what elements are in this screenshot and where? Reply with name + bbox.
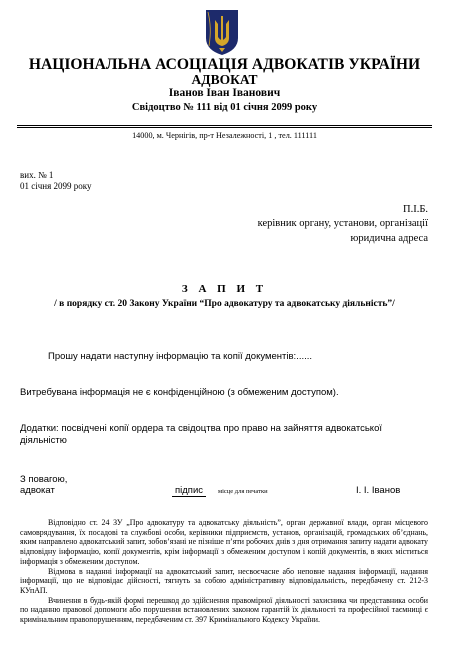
request-title: З А П И Т — [181, 283, 268, 295]
header-divider-top — [17, 125, 432, 126]
request-body: Прошу надати наступну інформацію та копії документів:...... — [48, 351, 313, 362]
appendix-line-2: діяльністю — [20, 435, 67, 446]
address-line: 14000, м. Чернігів, пр-т Незалежності, 1 , тел. 111111 — [132, 131, 317, 140]
outgoing-number: вих. № 1 — [20, 170, 54, 180]
confidentiality-note: Витребувана інформація не є конфіденційною (з обмеженим доступом). — [20, 387, 339, 398]
outgoing-date: 01 січня 2099 року — [20, 181, 92, 191]
recipient-address: юридична адреса — [350, 233, 428, 244]
signature-line: підпис — [172, 485, 206, 497]
signature-name: І. І. Іванов — [356, 485, 401, 496]
lawyer-role: АДВОКАТ — [191, 72, 258, 87]
footnote-paragraph-2: Відмова в наданні інформації на адвокатський запит, несвоєчасне або неповне надання інформації, надання інформації, що не відповідає дійсності, тягнуть за собою адміністративну відповідальність, передбачену ст. 212-3 КУпАП. — [20, 566, 428, 595]
header-divider-bottom — [17, 127, 432, 128]
organization-name: НАЦІОНАЛЬНА АСОЦІАЦІЯ АДВОКАТІВ УКРАЇНИ — [28, 56, 421, 73]
legal-footnote — [20, 518, 428, 625]
lawyer-name: Іванов Іван Іванович — [168, 87, 281, 99]
footnote-paragraph-1: Відповідно ст. 24 ЗУ „Про адвокатуру та адвокатську діяльність”, орган державної влади, орган місцевого самоврядування, їх посадові та службові особи, керівники підприємств, установ, організацій, громадських об’єднань, яким направлено адвокатський запит, зобов’язані не пізніше п’яти робочих днів з дня отримання запиту надати адвокату відповідну інформацію, копії документів, крім інформації з обмеженим доступом і копій документів, в яких міститься інформація з обмеженим доступом. — [20, 518, 428, 566]
seal-placeholder: місце для печатки — [218, 488, 268, 495]
appendix-line-1: Додатки: посвідчені копії ордера та свідоцтва про право на зайняття адвокатської — [20, 423, 382, 434]
signature-role: адвокат — [20, 485, 55, 496]
certificate-line: Свідоцтво № 111 від 01 січня 2099 року — [131, 102, 318, 113]
request-subtitle: / в порядку ст. 20 Закону України “Про адвокатуру та адвокатську діяльність”/ — [54, 299, 395, 309]
footnote-paragraph-3: Вчинення в будь-якій формі перешкод до здійснення правомірної діяльності захисника чи представника особи по наданню правової допомоги або порушення встановлених законом гарантій їх діяльності та професійної таємниці є кримінальним правопорушенням, передбаченим ст. 397 Кримінального Кодексу України. — [20, 595, 428, 625]
bar-association-logo — [204, 8, 240, 56]
recipient-pib: П.І.Б. — [403, 204, 428, 215]
recipient-head: керівник органу, установи, організації — [257, 218, 428, 229]
regards-text: З повагою, — [20, 474, 68, 485]
